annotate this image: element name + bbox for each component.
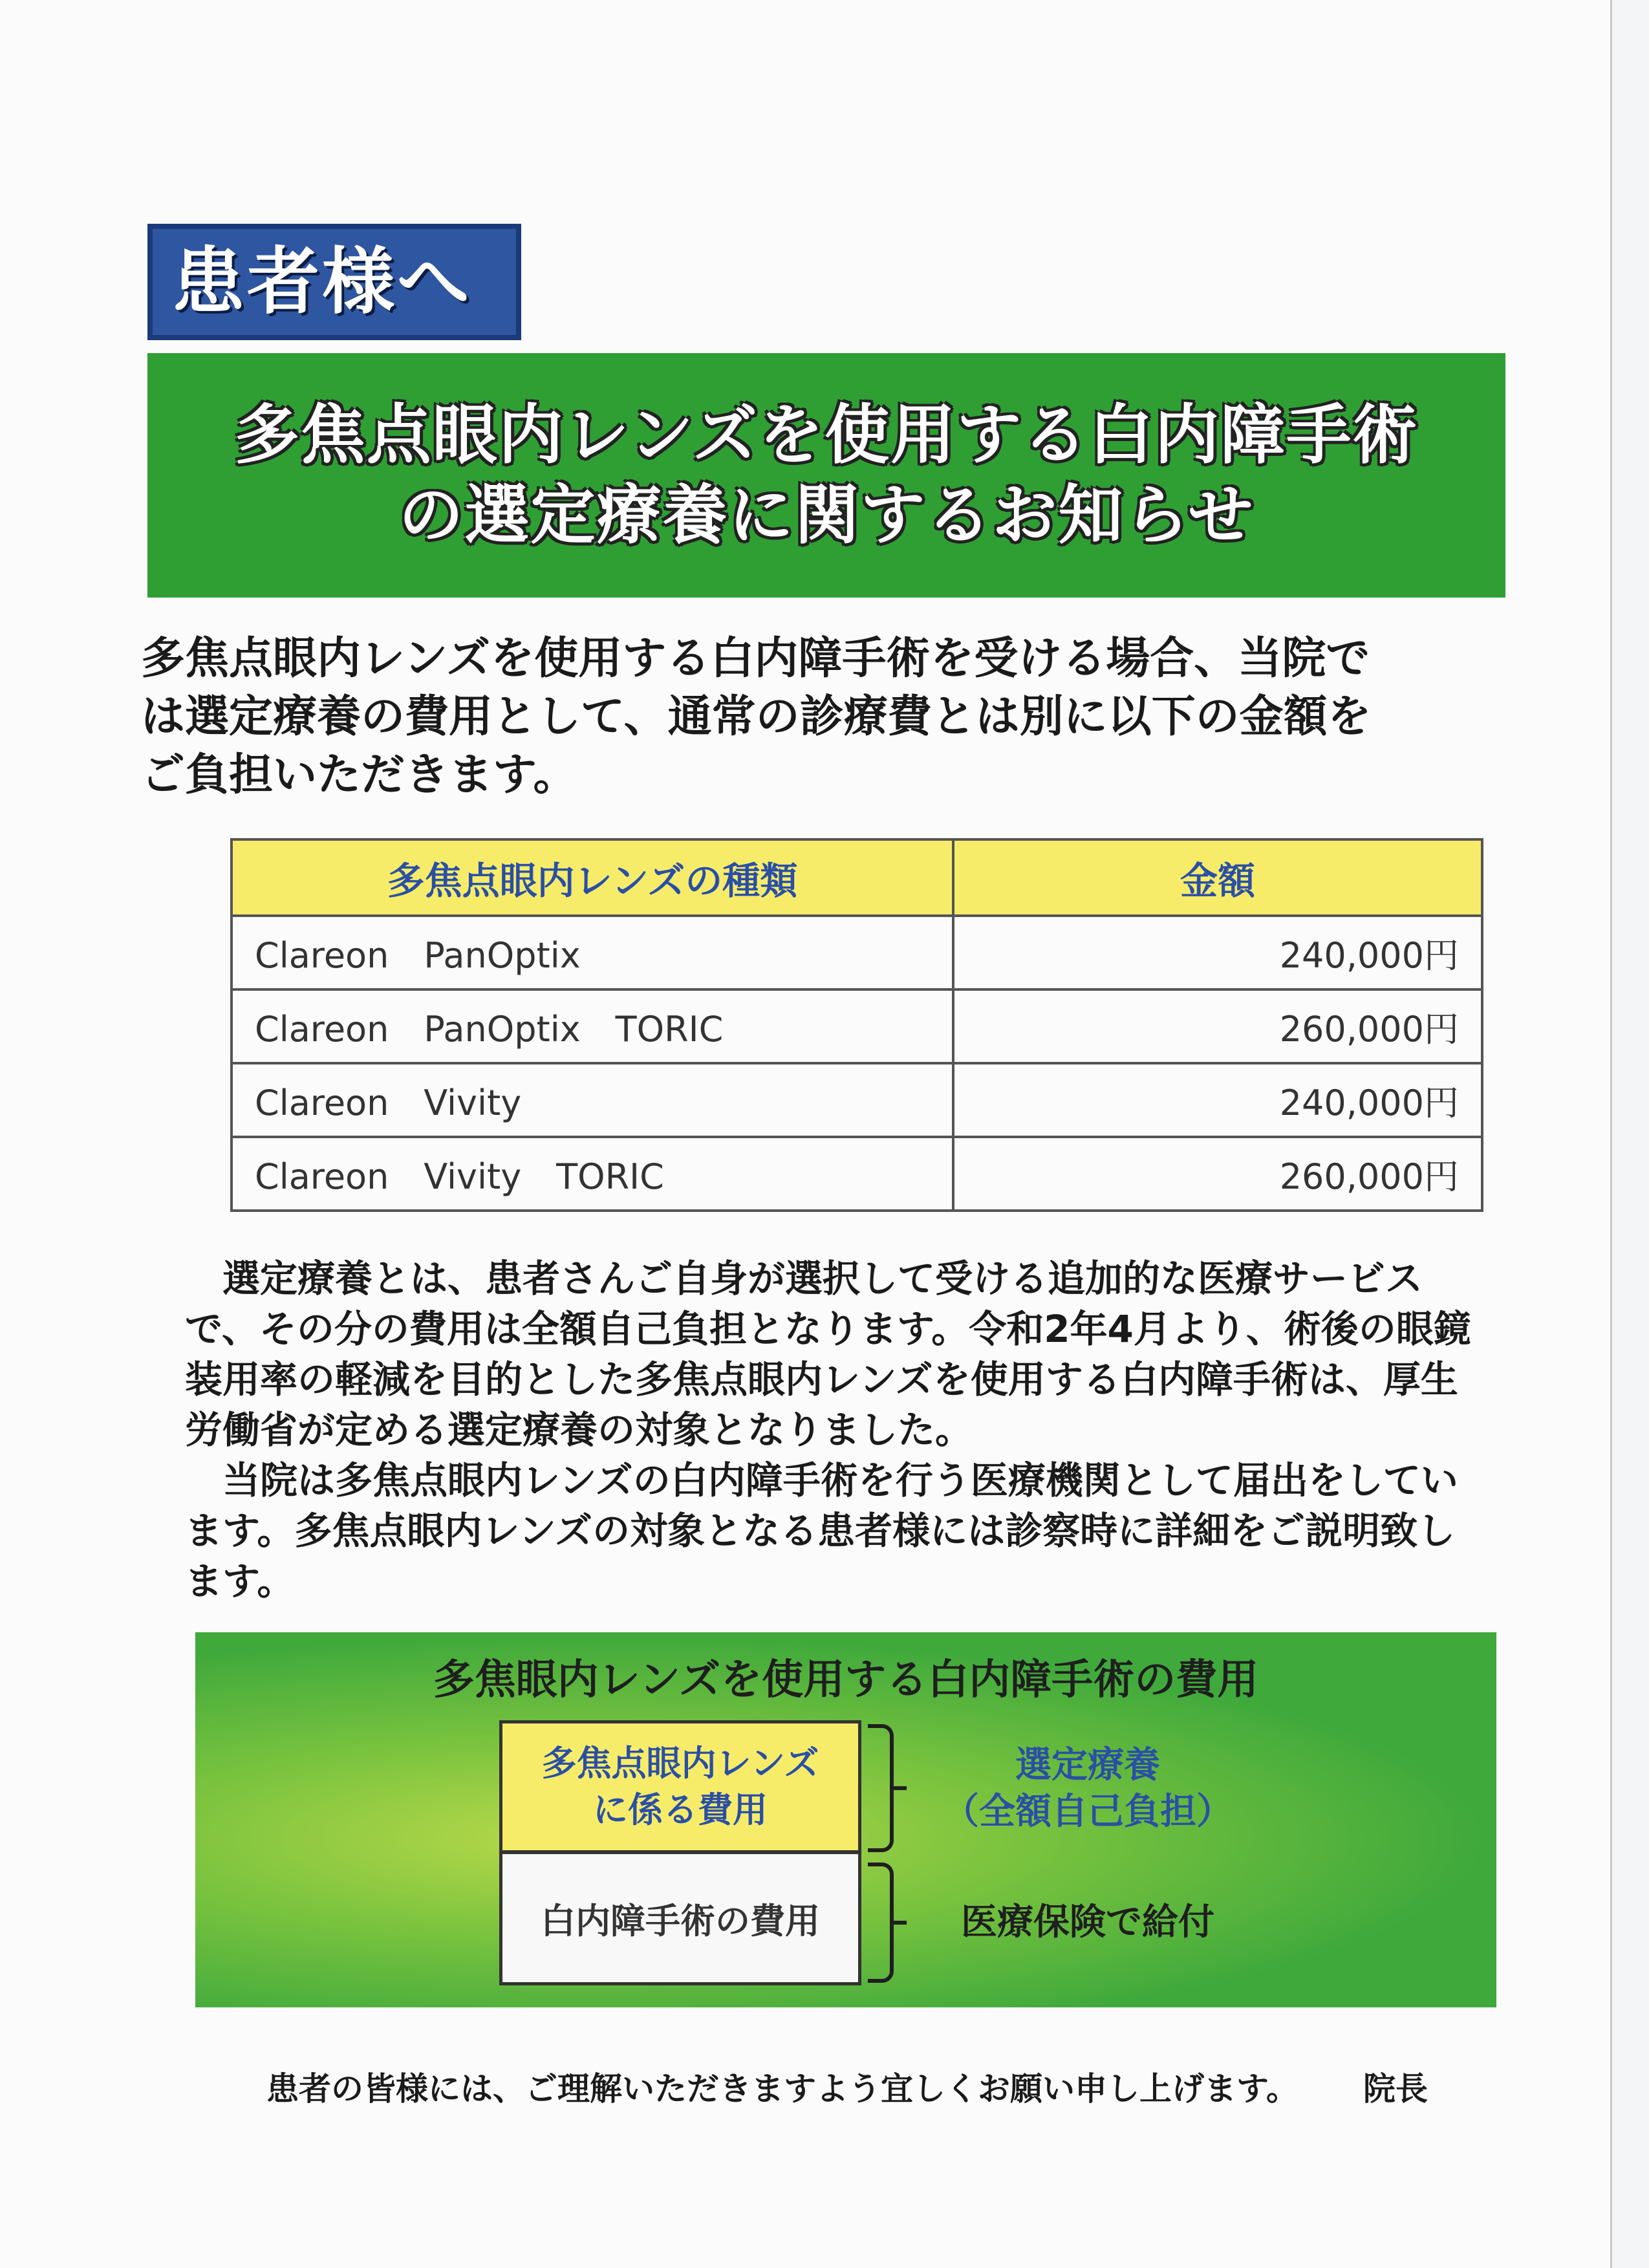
explanation-text	[185, 1253, 1485, 1606]
lens-price: 240,000円	[953, 1063, 1482, 1137]
closing-message: 患者の皆様には、ご理解いただきますよう宜しくお願い申し上げます。	[266, 2070, 1299, 2108]
title-banner	[147, 353, 1505, 598]
intro-text	[141, 630, 1512, 805]
lens-name: Clareon PanOptix	[232, 916, 953, 989]
intro-line-2: は選定療養の費用として、通常の診療費とは別に以下の金額を	[141, 691, 1372, 742]
lens-price: 240,000円	[953, 916, 1482, 989]
insurance-label: 医療保険で給付	[961, 1901, 1214, 1943]
lens-cost-line-2: に係る費用	[593, 1789, 768, 1830]
cost-panel-title: 多焦眼内レンズを使用する白内障手術の費用	[433, 1656, 1259, 1704]
selected-care-line-1: 選定療養	[1015, 1744, 1160, 1786]
table-header-row	[232, 839, 1482, 916]
explanation-paragraph-2: 当院は多焦点眼内レンズの白内障手術を行う医療機関として届出をしています。多焦点眼内レンズの対象となる患者様には診察時に詳細をご説明致します。	[185, 1458, 1458, 1603]
surgery-cost-box	[499, 1851, 861, 1985]
header-lens-type: 多焦点眼内レンズの種類	[232, 839, 953, 916]
intro-line-3: ご負担いただきます。	[141, 750, 577, 801]
selected-care-label	[939, 1742, 1236, 1835]
audience-badge: 患者様へ	[147, 224, 521, 340]
lens-price-table	[230, 838, 1483, 1212]
selected-care-line-2: （全額自己負担）	[943, 1791, 1233, 1833]
lens-cost-line-1: 多焦点眼内レンズ	[541, 1743, 819, 1784]
lens-cost-box	[499, 1720, 861, 1853]
brace-icon	[868, 1863, 894, 1983]
header-amount: 金額	[953, 839, 1482, 916]
lens-name: Clareon Vivity TORIC	[232, 1137, 953, 1211]
table-row	[232, 989, 1482, 1063]
table-row	[232, 1063, 1482, 1137]
intro-line-1: 多焦点眼内レンズを使用する白内障手術を受ける場合、当院で	[141, 633, 1370, 684]
title-line-1: 多焦点眼内レンズを使用する白内障手術	[234, 397, 1419, 473]
table-row	[232, 1137, 1482, 1211]
brace-icon	[868, 1724, 894, 1852]
signature: 院長	[1363, 2070, 1428, 2108]
cost-breakdown-panel	[195, 1632, 1496, 2007]
explanation-paragraph-1: 選定療養とは、患者さんご自身が選択して受ける追加的な医療サービスで、その分の費用は全額自己負担となります。令和2年4月より、術後の眼鏡装用率の軽減を目的とした多焦点眼内レンズを使用する白内障手術は、厚生労働省が定める選定療養の対象となりました。	[185, 1257, 1471, 1452]
table-row	[232, 916, 1482, 989]
surgery-cost-label: 白内障手術の費用	[541, 1900, 820, 1941]
lens-price: 260,000円	[953, 1137, 1482, 1211]
lens-price: 260,000円	[953, 989, 1482, 1063]
lens-name: Clareon Vivity	[232, 1063, 953, 1137]
title-line-2: の選定療養に関するお知らせ	[398, 477, 1255, 553]
lens-name: Clareon PanOptix TORIC	[232, 989, 953, 1063]
